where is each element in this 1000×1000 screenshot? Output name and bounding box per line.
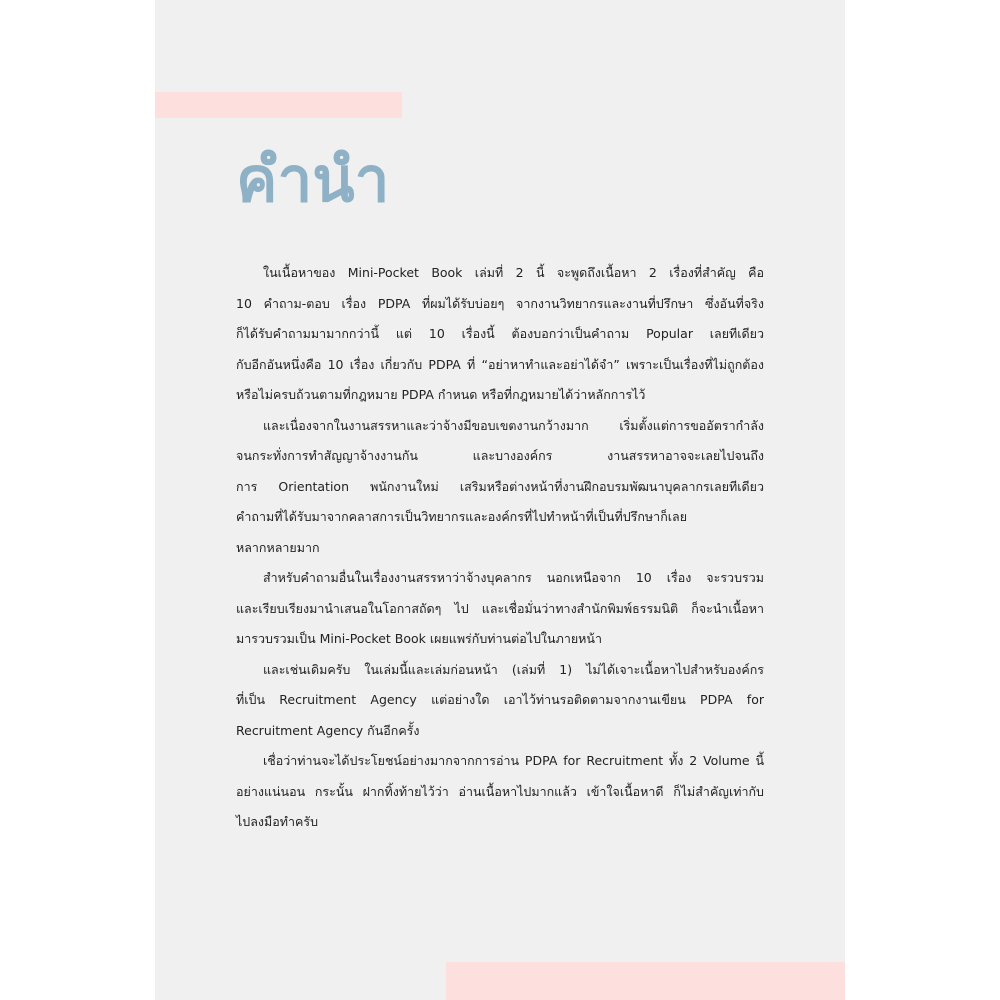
text-line: หลากหลายมาก — [236, 539, 320, 555]
text-line: หรือไม่ครบถ้วนตามที่กฎหมาย PDPA กำหนด หรือที่กฎหมายได้ว่าหลักการไว้ — [236, 387, 646, 402]
text-line: การ Orientation พนักงานใหม่ เสริมหรือต่างหน้าที่งานฝึกอบรมพัฒนาบุคลากรเลยทีเดียว — [236, 478, 764, 494]
paragraph-2 — [236, 411, 764, 564]
text-line: และเช่นเดิมครับ ในเล่มนี้และเล่มก่อนหน้า (เล่มที่ 1) ไม่ได้เจาะเนื้อหาไปสำหรับองค์กร — [263, 661, 764, 677]
page-title: คำนำ — [236, 143, 390, 216]
text-line: คำถามที่ได้รับมาจากคลาสการเป็นวิทยากรและองค์กรที่ไปทำหน้าที่เป็นที่ปรึกษาก็เลย — [236, 509, 688, 524]
text-line: มารวบรวมเป็น Mini-Pocket Book เผยแพร่กับท่านต่อไปในภายหน้า — [236, 631, 602, 646]
text-line: 10 คำถาม-ตอบ เรื่อง PDPA ที่ผมได้รับบ่อยๆ จากงานวิทยากรและงานที่ปรึกษา ซึ่งอันที่จริง — [236, 295, 764, 311]
text-line: จนกระทั่งการทำสัญญาจ้างงานกัน และบางองค์กร งานสรรหาอาจจะเลยไปจนถึง — [236, 448, 764, 463]
text-line: ไปลงมือทำครับ — [236, 814, 319, 829]
paragraph-1 — [236, 258, 764, 411]
text-line: สำหรับคำถามอื่นในเรื่องงานสรรหาว่าจ้างบุคลากร นอกเหนือจาก 10 เรื่อง จะรวบรวม — [263, 570, 764, 585]
text-line: ก็ได้รับคำถามมามากกว่านี้ แต่ 10 เรื่องนี้ ต้องบอกว่าเป็นคำถาม Popular เลยทีเดียว — [236, 326, 764, 341]
paragraph-3 — [236, 563, 764, 655]
text-line: กับอีกอันหนึ่งคือ 10 เรื่อง เกี่ยวกับ PDPA ที่ “อย่าหาทำและอย่าได้จำ” เพราะเป็นเรื่องที่ไม่ถูกต้อง — [236, 356, 764, 372]
text-line: และเนื่องจากในงานสรรหาและว่าจ้างมีขอบเขตงานกว้างมาก เริ่มตั้งแต่การขออัตรากำลัง — [263, 417, 764, 433]
text-line: อย่างแน่นอน กระนั้น ฝากทิ้งท้ายไว้ว่า อ่านเนื้อหาไปมากแล้ว เข้าใจเนื้อหาดี ก็ไม่สำคัญเท่ากับ — [236, 783, 764, 799]
text-line: ในเนื้อหาของ Mini-Pocket Book เล่มที่ 2 นี้ จะพูดถึงเนื้อหา 2 เรื่องที่สำคัญ คือ — [263, 265, 764, 280]
accent-bar-top — [155, 92, 402, 118]
text-line: ที่เป็น Recruitment Agency แต่อย่างใด เอาไว้ท่านรอติดตามจากงานเขียน PDPA for — [236, 692, 764, 707]
text-line: เชื่อว่าท่านจะได้ประโยชน์อย่างมากจากการอ่าน PDPA for Recruitment ทั้ง 2 Volume นี้ — [263, 753, 764, 768]
paragraph-4 — [236, 655, 764, 747]
preface-body — [236, 258, 764, 838]
accent-bar-bottom — [446, 962, 845, 1000]
text-line: Recruitment Agency กันอีกครั้ง — [236, 722, 420, 738]
document-page — [155, 0, 845, 1000]
paragraph-5 — [236, 746, 764, 838]
text-line: และเรียบเรียงมานำเสนอในโอกาสถัดๆ ไป และเชื่อมั่นว่าทางสำนักพิมพ์ธรรมนิติ ก็จะนำเนื้อหา — [236, 600, 764, 616]
